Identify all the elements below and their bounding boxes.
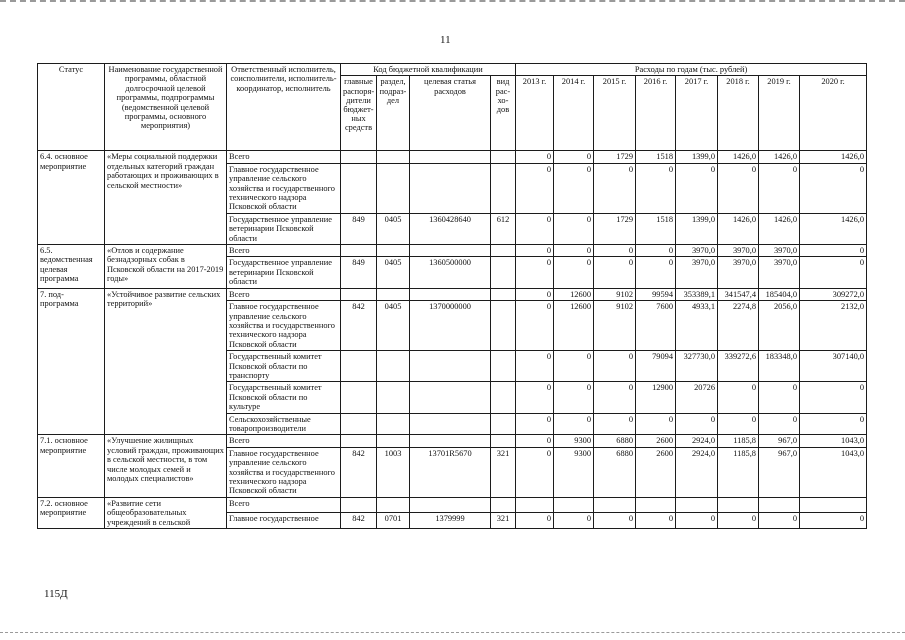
cell-section — [377, 151, 410, 163]
cell-article — [410, 245, 491, 257]
cell-value: 0 — [800, 513, 867, 529]
cell-section: 0405 — [377, 301, 410, 351]
row-name: «Улучшение жилищных условий граждан, проживающих в сельской местности, в том числе молодых семей и молодых специалистов» — [105, 435, 227, 497]
header-year: 2013 г. — [516, 76, 554, 151]
cell-value: 0 — [554, 382, 594, 413]
cell-value: 3970,0 — [759, 245, 800, 257]
cell-section — [377, 245, 410, 257]
cell-value: 0 — [800, 163, 867, 213]
cell-value: 0 — [718, 513, 759, 529]
cell-value: 0 — [636, 245, 676, 257]
cell-value: 2132,0 — [800, 301, 867, 351]
cell-grbs — [341, 288, 377, 300]
cell-value: 967,0 — [759, 447, 800, 497]
cell-value: 1043,0 — [800, 435, 867, 447]
cell-value — [800, 497, 867, 513]
cell-value: 0 — [516, 151, 554, 163]
header-article: целевая статья расходов — [410, 76, 491, 151]
cell-value: 6880 — [594, 435, 636, 447]
header-year: 2015 г. — [594, 76, 636, 151]
cell-value — [676, 497, 718, 513]
cell-article: 1379999 — [410, 513, 491, 529]
cell-section — [377, 435, 410, 447]
cell-vr — [491, 497, 516, 513]
cell-value: 0 — [516, 213, 554, 244]
header-year: 2014 г. — [554, 76, 594, 151]
cell-grbs — [341, 351, 377, 382]
cell-value: 0 — [554, 257, 594, 288]
cell-value: 0 — [554, 351, 594, 382]
cell-grbs — [341, 435, 377, 447]
cell-value — [718, 497, 759, 513]
cell-grbs — [341, 163, 377, 213]
cell-article — [410, 151, 491, 163]
cell-vr: 321 — [491, 447, 516, 497]
header-executor: Ответственный исполнитель, соисполнители, исполнитель-координатор, исполнитель — [227, 64, 341, 151]
cell-value: 0 — [594, 245, 636, 257]
cell-value: 0 — [759, 513, 800, 529]
cell-value: 0 — [594, 513, 636, 529]
cell-value: 0 — [594, 163, 636, 213]
header-year: 2020 г. — [800, 76, 867, 151]
cell-value: 0 — [516, 257, 554, 288]
cell-value: 1426,0 — [718, 213, 759, 244]
cell-article: 13701R5670 — [410, 447, 491, 497]
cell-value: 2056,0 — [759, 301, 800, 351]
row-status: 7. под-программа — [38, 288, 105, 435]
cell-value: 0 — [554, 413, 594, 435]
cell-value: 0 — [636, 163, 676, 213]
cell-article — [410, 382, 491, 413]
cell-section — [377, 288, 410, 300]
cell-value: 0 — [594, 351, 636, 382]
cell-value: 0 — [516, 382, 554, 413]
cell-grbs: 849 — [341, 257, 377, 288]
table-row — [38, 497, 867, 513]
cell-value: 12600 — [554, 301, 594, 351]
cell-value: 341547,4 — [718, 288, 759, 300]
cell-vr — [491, 257, 516, 288]
cell-value: 1729 — [594, 213, 636, 244]
scan-top-edge — [0, 0, 905, 6]
cell-value: 1043,0 — [800, 447, 867, 497]
cell-value: 967,0 — [759, 435, 800, 447]
cell-value: 1399,0 — [676, 213, 718, 244]
header-vr: вид рас-хо-дов — [491, 76, 516, 151]
cell-value: 1518 — [636, 151, 676, 163]
cell-section — [377, 382, 410, 413]
cell-value: 185404,0 — [759, 288, 800, 300]
cell-value: 0 — [676, 413, 718, 435]
cell-vr: 612 — [491, 213, 516, 244]
cell-grbs — [341, 497, 377, 513]
cell-vr — [491, 151, 516, 163]
header-expenses: Расходы по годам (тыс. рублей) — [516, 64, 867, 76]
cell-value: 9102 — [594, 288, 636, 300]
cell-value: 0 — [554, 213, 594, 244]
cell-value: 0 — [636, 413, 676, 435]
cell-value: 353389,1 — [676, 288, 718, 300]
header-year: 2019 г. — [759, 76, 800, 151]
cell-vr — [491, 163, 516, 213]
cell-vr — [491, 435, 516, 447]
cell-value: 0 — [594, 413, 636, 435]
header-name: Наименование государственной программы, областной долгосрочной целевой программы, подпрограммы (ведомственной целевой программы, основного мероприятия) — [105, 64, 227, 151]
cell-value: 3970,0 — [759, 257, 800, 288]
cell-vr — [491, 413, 516, 435]
cell-value: 0 — [554, 513, 594, 529]
cell-value: 3970,0 — [676, 245, 718, 257]
cell-value: 0 — [594, 382, 636, 413]
cell-value: 2274,8 — [718, 301, 759, 351]
cell-value: 1185,8 — [718, 447, 759, 497]
cell-value: 2600 — [636, 435, 676, 447]
header-year: 2016 г. — [636, 76, 676, 151]
cell-value: 1426,0 — [800, 213, 867, 244]
cell-value: 0 — [636, 513, 676, 529]
cell-value: 0 — [759, 382, 800, 413]
cell-value: 1426,0 — [800, 151, 867, 163]
cell-value: 0 — [800, 413, 867, 435]
cell-value: 0 — [759, 163, 800, 213]
cell-value: 6880 — [594, 447, 636, 497]
cell-value: 0 — [516, 301, 554, 351]
row-name: «Отлов и содержание безнадзорных собак в Псковской области на 2017-2019 годы» — [105, 245, 227, 289]
cell-vr — [491, 301, 516, 351]
cell-value — [636, 497, 676, 513]
cell-section — [377, 163, 410, 213]
row-status: 7.1. основное мероприятие — [38, 435, 105, 497]
row-executor: Главное государственное — [227, 513, 341, 529]
cell-value: 3970,0 — [676, 257, 718, 288]
cell-value: 0 — [516, 447, 554, 497]
cell-value: 0 — [594, 257, 636, 288]
cell-value: 1729 — [594, 151, 636, 163]
cell-section — [377, 497, 410, 513]
cell-value: 0 — [759, 413, 800, 435]
cell-article — [410, 413, 491, 435]
row-executor: Государственный комитет Псковской области по культуре — [227, 382, 341, 413]
cell-value: 1185,8 — [718, 435, 759, 447]
cell-value — [594, 497, 636, 513]
cell-value: 0 — [516, 435, 554, 447]
cell-article: 1370000000 — [410, 301, 491, 351]
cell-value: 0 — [676, 163, 718, 213]
cell-value: 0 — [800, 257, 867, 288]
cell-section: 0405 — [377, 213, 410, 244]
cell-value: 0 — [516, 245, 554, 257]
cell-value: 1426,0 — [759, 151, 800, 163]
cell-value: 0 — [800, 382, 867, 413]
cell-value: 339272,6 — [718, 351, 759, 382]
cell-value: 0 — [636, 257, 676, 288]
cell-vr — [491, 245, 516, 257]
row-executor: Всего — [227, 435, 341, 447]
cell-value: 0 — [516, 351, 554, 382]
row-executor: Главное государственное управление сельского хозяйства и государственного технического надзора Псковской области — [227, 447, 341, 497]
cell-grbs — [341, 245, 377, 257]
cell-article — [410, 497, 491, 513]
cell-grbs: 849 — [341, 213, 377, 244]
document-id: 115Д — [44, 588, 68, 600]
row-executor: Главное государственное управление сельского хозяйства и государственного технического надзора Псковской области — [227, 301, 341, 351]
cell-article — [410, 163, 491, 213]
cell-value: 79094 — [636, 351, 676, 382]
table-row — [38, 151, 867, 163]
row-status: 6.4. основное мероприятие — [38, 151, 105, 245]
scan-bottom-edge — [0, 632, 905, 637]
cell-value: 1518 — [636, 213, 676, 244]
cell-value: 0 — [516, 288, 554, 300]
cell-value: 1426,0 — [759, 213, 800, 244]
cell-value: 0 — [718, 413, 759, 435]
cell-article: 1360500000 — [410, 257, 491, 288]
row-executor: Всего — [227, 288, 341, 300]
row-executor: Сельскохозяйственные товаропроизводители — [227, 413, 341, 435]
cell-section: 0405 — [377, 257, 410, 288]
header-budget-code: Код бюджетной квалификации — [341, 64, 516, 76]
cell-value: 99594 — [636, 288, 676, 300]
row-executor: Государственное управление ветеринарии Псковской области — [227, 257, 341, 288]
cell-section — [377, 351, 410, 382]
cell-article — [410, 288, 491, 300]
cell-value: 0 — [516, 163, 554, 213]
cell-value: 0 — [800, 245, 867, 257]
header-row-top — [38, 64, 867, 76]
cell-grbs: 842 — [341, 301, 377, 351]
cell-value — [516, 497, 554, 513]
cell-value: 0 — [516, 513, 554, 529]
cell-section: 0701 — [377, 513, 410, 529]
cell-value: 2924,0 — [676, 435, 718, 447]
row-executor: Всего — [227, 497, 341, 513]
row-status: 7.2. основное мероприятие — [38, 497, 105, 528]
cell-value: 0 — [554, 151, 594, 163]
cell-vr — [491, 351, 516, 382]
cell-value: 0 — [718, 382, 759, 413]
cell-grbs — [341, 413, 377, 435]
cell-value: 2924,0 — [676, 447, 718, 497]
header-section: раздел, подраз-дел — [377, 76, 410, 151]
cell-value: 307140,0 — [800, 351, 867, 382]
cell-value: 327730,0 — [676, 351, 718, 382]
cell-value: 3970,0 — [718, 245, 759, 257]
cell-value: 7600 — [636, 301, 676, 351]
cell-value — [759, 497, 800, 513]
budget-table — [37, 63, 867, 529]
header-grbs: главные распоря-дители бюджет-ных средств — [341, 76, 377, 151]
cell-vr: 321 — [491, 513, 516, 529]
cell-grbs — [341, 382, 377, 413]
row-executor: Государственный комитет Псковской области по транспорту — [227, 351, 341, 382]
row-name: «Устойчивое развитие сельских территорий» — [105, 288, 227, 435]
table-row — [38, 245, 867, 257]
cell-value: 20726 — [676, 382, 718, 413]
cell-value: 1399,0 — [676, 151, 718, 163]
cell-article — [410, 435, 491, 447]
cell-value: 309272,0 — [800, 288, 867, 300]
header-year: 2018 г. — [718, 76, 759, 151]
table-row — [38, 435, 867, 447]
cell-value: 0 — [554, 163, 594, 213]
cell-value — [554, 497, 594, 513]
cell-value: 1426,0 — [718, 151, 759, 163]
row-executor: Государственное управление ветеринарии Псковской области — [227, 213, 341, 244]
cell-section: 1003 — [377, 447, 410, 497]
row-executor: Главное государственное управление сельского хозяйства и государственного технического надзора Псковской области — [227, 163, 341, 213]
header-year: 2017 г. — [676, 76, 718, 151]
row-name: «Меры социальной поддержки отдельных категорий граждан работающих и проживающих в сельской местности» — [105, 151, 227, 245]
cell-article: 1360428640 — [410, 213, 491, 244]
cell-value: 12900 — [636, 382, 676, 413]
cell-value: 183348,0 — [759, 351, 800, 382]
cell-value: 0 — [554, 245, 594, 257]
cell-value: 9102 — [594, 301, 636, 351]
row-executor: Всего — [227, 245, 341, 257]
cell-vr — [491, 288, 516, 300]
cell-grbs — [341, 151, 377, 163]
page-number: 11 — [440, 34, 451, 46]
header-status: Статус — [38, 64, 105, 151]
cell-grbs: 842 — [341, 513, 377, 529]
cell-grbs: 842 — [341, 447, 377, 497]
row-name: «Развитие сети общеобразовательных учреждений в сельской — [105, 497, 227, 528]
cell-value: 0 — [516, 413, 554, 435]
cell-value: 12600 — [554, 288, 594, 300]
row-executor: Всего — [227, 151, 341, 163]
cell-value: 9300 — [554, 447, 594, 497]
cell-value: 3970,0 — [718, 257, 759, 288]
row-status: 6.5. ведомственная целевая программа — [38, 245, 105, 289]
cell-value: 2600 — [636, 447, 676, 497]
cell-article — [410, 351, 491, 382]
cell-value: 0 — [676, 513, 718, 529]
cell-value: 4933,1 — [676, 301, 718, 351]
cell-value: 9300 — [554, 435, 594, 447]
table-row — [38, 288, 867, 300]
cell-vr — [491, 382, 516, 413]
cell-value: 0 — [718, 163, 759, 213]
cell-section — [377, 413, 410, 435]
